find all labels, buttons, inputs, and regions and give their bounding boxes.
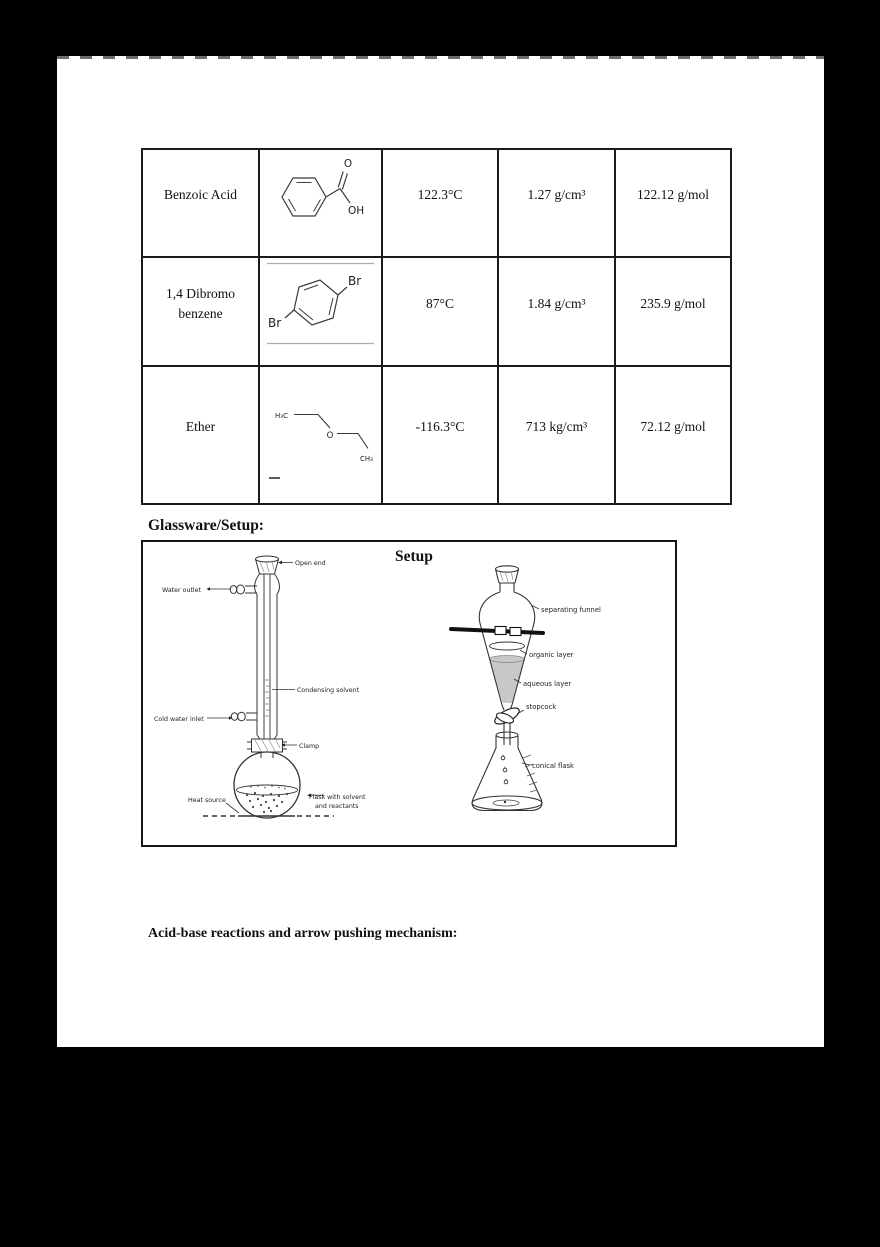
glassware-diagram	[143, 542, 675, 845]
paper-edge-artifact	[57, 56, 824, 59]
atom-label-br-top: Br	[348, 274, 362, 288]
atom-label-o: O	[326, 431, 334, 441]
atom-label-o: O	[343, 158, 353, 170]
label-cold-water-inlet: Cold water inlet	[154, 716, 204, 723]
label-open-end: Open end	[295, 560, 326, 567]
atom-label-oh: OH	[348, 205, 365, 217]
ether-structure	[264, 367, 377, 487]
separating-funnel-drawing	[451, 566, 543, 811]
cell-density: 713 kg/cm³	[498, 366, 615, 504]
label-conical-flask: conical flask	[532, 762, 574, 770]
label-heat-source: Heat source	[188, 797, 226, 804]
atom-label-br-bottom: Br	[268, 316, 282, 330]
label-flask-solvent-line2: and reactants	[315, 803, 359, 810]
cell-compound-name: Ether	[142, 366, 259, 504]
label-condensing-solvent: Condensing solvent	[297, 687, 360, 694]
table-row-dibromobenzene	[142, 257, 731, 366]
cell-structure-dibromobenzene	[259, 257, 382, 366]
label-stopcock: stopcock	[526, 703, 557, 711]
setup-diagram-box	[141, 540, 677, 847]
document-paper	[57, 56, 824, 1047]
label-aqueous-layer: aqueous layer	[523, 680, 572, 688]
benzoic-acid-structure	[264, 150, 377, 240]
cell-compound-name: 1,4 Dibromo benzene	[142, 257, 259, 366]
cell-molar-mass: 122.12 g/mol	[615, 149, 731, 257]
atom-label-ch3: CH₃	[360, 455, 373, 463]
cell-compound-name: Benzoic Acid	[142, 149, 259, 257]
cell-melting-point: 87°C	[382, 257, 498, 366]
cell-density: 1.84 g/cm³	[498, 257, 615, 366]
setup-diagram-title: Setup	[395, 548, 433, 565]
table-row-ether	[142, 366, 731, 504]
cell-structure-benzoic-acid	[259, 149, 382, 257]
cell-melting-point: -116.3°C	[382, 366, 498, 504]
label-flask-solvent-line1: Flask with solvent	[309, 794, 366, 801]
dibromobenzene-structure	[264, 258, 377, 349]
cell-density: 1.27 g/cm³	[498, 149, 615, 257]
cell-molar-mass: 72.12 g/mol	[615, 366, 731, 504]
label-organic-layer: organic layer	[529, 651, 574, 659]
table-row-benzoic-acid	[142, 149, 731, 257]
atom-label-h3c: H₃C	[275, 412, 288, 420]
label-clamp: Clamp	[299, 743, 320, 750]
cell-structure-ether	[259, 366, 382, 504]
cell-melting-point: 122.3°C	[382, 149, 498, 257]
label-separating-funnel: separating funnel	[541, 606, 601, 614]
cell-molar-mass: 235.9 g/mol	[615, 257, 731, 366]
glassware-setup-heading: Glassware/Setup:	[148, 517, 264, 534]
acid-base-heading: Acid-base reactions and arrow pushing mechanism:	[148, 926, 458, 941]
compound-properties-table	[141, 148, 732, 505]
label-water-outlet: Water outlet	[162, 587, 202, 594]
